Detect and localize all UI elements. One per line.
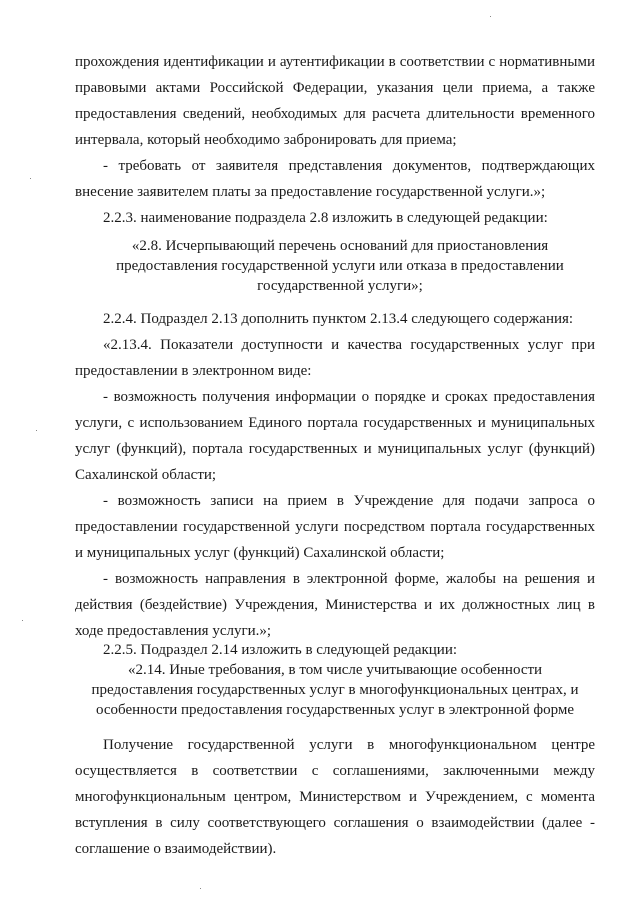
scan-speck [490,16,491,17]
paragraph-mfc-service: Получение государственной услуги в многофункциональном центре осуществляется в соответствии с соглашениями, заключенными между многофункциональным центром, Министерством и Учреждением, с момента вступления в силу соответствующего соглашения о взаимодействии (далее - соглашение о взаимодействии). [75,737,595,857]
scan-speck [36,430,37,431]
paragraph-2-2-4: 2.2.4. Подраздел 2.13 дополнить пунктом 2.13.4 следующего содержания: [103,311,574,327]
paragraph-appointment-possibility: - возможность записи на прием в Учреждение для подачи запроса о предоставлении государственной услуги посредством портала государственных и муниципальных услуг (функций) Сахалинской области; [75,493,595,561]
scan-speck [30,178,31,179]
paragraph-info-possibility: - возможность получения информации о порядке и сроках предоставления услуги, с использованием Единого портала государственных и муниципальных услуг (функций), портала государственных и муниципальных услуг (функций) Сахалинской области; [75,389,595,483]
quote-section-2-14: «2.14. Иные требования, в том числе учитывающие особенности предоставления государственных услуг в многофункциональных центрах, и особенности предоставления государственных услуг в электронной форме [91,662,579,718]
paragraph-require-documents: - требовать от заявителя представления документов, подтверждающих внесение заявителем платы за предоставление государственной услуги.»; [75,158,595,200]
paragraph-identification: прохождения идентификации и аутентификации в соответствии с нормативными правовыми актами Российской Федерации, указания цели приема, а также предоставления сведений, необходимых для расчета длительности временного интервала, который необходимо забронировать для приема; [75,54,595,148]
scan-speck [200,888,201,889]
paragraph-complaint-possibility: - возможность направления в электронной форме, жалобы на решения и действия (бездействие) Учреждения, Министерства и их должностных лиц в ходе предоставления услуги.»; [75,571,595,639]
quote-section-2-8: «2.8. Исчерпывающий перечень оснований для приостановления предоставления государственной услуги или отказа в предоставлении государственной услуги»; [116,238,564,294]
paragraph-2-13-4: «2.13.4. Показатели доступности и качества государственных услуг при предоставлении в электронном виде: [75,337,595,379]
paragraph-2-2-5: 2.2.5. Подраздел 2.14 изложить в следующей редакции: [103,642,458,658]
paragraph-2-2-3: 2.2.3. наименование подраздела 2.8 изложить в следующей редакции: [103,210,548,226]
scan-speck [22,620,23,621]
